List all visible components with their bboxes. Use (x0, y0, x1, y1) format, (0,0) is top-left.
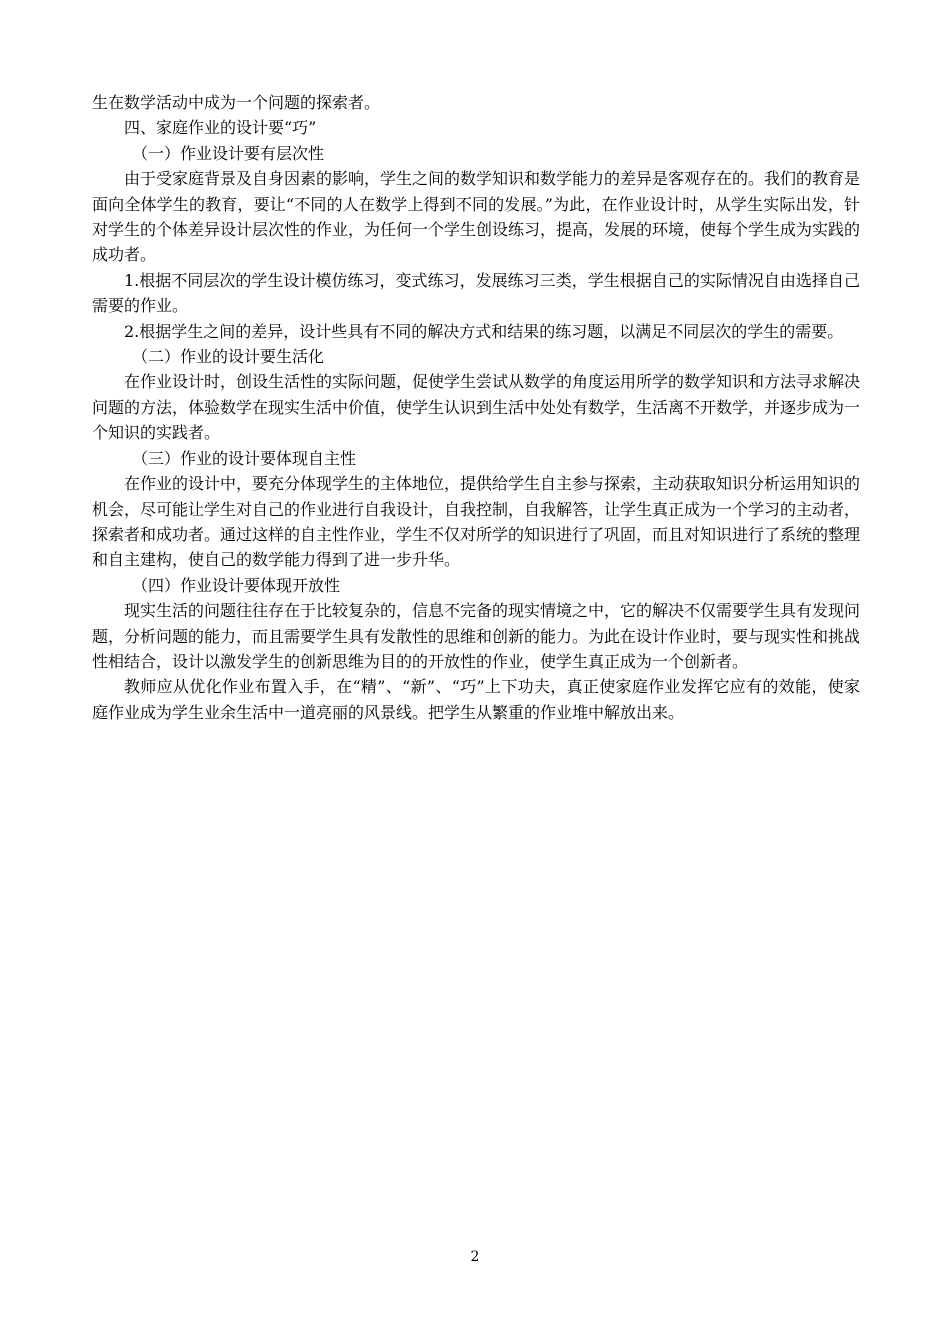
paragraph-4: 现实生活的问题往往存在于比较复杂的，信息不完备的现实情境之中，它的解决不仅需要学生具有发现问题，分析问题的能力，而且需要学生具有发散性的思维和创新的能力。为此在设计作业时，要与现实性和挑战性相结合，设计以激发学生的创新思维为目的的开放性的作业，使学生真正成为一个创新者。 (92, 601, 861, 671)
paragraph-continuation: 生在数学活动中成为一个问题的探索者。 (92, 93, 381, 112)
subheading-1: （一）作业设计要有层次性 (132, 143, 325, 163)
page-number: 2 (470, 1249, 480, 1265)
subheading-2: （二）作业的设计要生活化 (132, 347, 325, 367)
list-item-1: 1.根据不同层次的学生设计模仿练习，变式练习，发展练习三类，学生根据自己的实际情况自由选择自己需要的作业。 (92, 270, 860, 316)
paragraph-conclusion: 教师应从优化作业布置入手，在“精”、“新”、“巧”上下功夫，真正使家庭作业发挥它应有的效能，使家庭作业成为学生业余生活中一道亮丽的风景线。把学生从繁重的作业堆中解放出来。 (92, 677, 860, 722)
paragraph-2: 在作业设计时，创设生活性的实际问题，促使学生尝试从数学的角度运用所学的数学知识和方法寻求解决问题的方法，体验数学在现实生活中价值，使学生认识到生活中处处有数学，生活离不开数学，并逐步成为一个知识的实践者。 (92, 372, 861, 443)
subheading-3: （三）作业的设计要体现自主性 (132, 448, 357, 468)
paragraph-1: 由于受家庭背景及自身因素的影响，学生之间的数学知识和数学能力的差异是客观存在的。我们的教育是面向全体学生的教育，要让“不同的人在数学上得到不同的发展。”为此，在作业设计时，从学生实际出发，针对学生的个体差异设计层次性的作业，为任何一个学生创设练习，提高，发展的环境，使每个学生成为实践的成功者。 (92, 169, 861, 265)
list-item-2: 2.根据学生之间的差异，设计些具有不同的解决方式和结果的练习题，以满足不同层次的学生的需要。 (124, 321, 844, 341)
section-heading-4: 四、家庭作业的设计要“巧” (124, 118, 317, 138)
document-body (92, 90, 860, 725)
subheading-4: （四）作业设计要体现开放性 (132, 575, 341, 595)
paragraph-3: 在作业的设计中，要充分体现学生的主体地位，提供给学生自主参与探索，主动获取知识分析运用知识的机会，尽可能让学生对自己的作业进行自我设计，自我控制，自我解答，让学生真正成为一个学习的主动者，探索者和成功者。通过这样的自主性作业，学生不仅对所学的知识进行了巩固，而且对知识进行了系统的整理和自主建构，使自己的数学能力得到了进一步升华。 (92, 474, 861, 570)
